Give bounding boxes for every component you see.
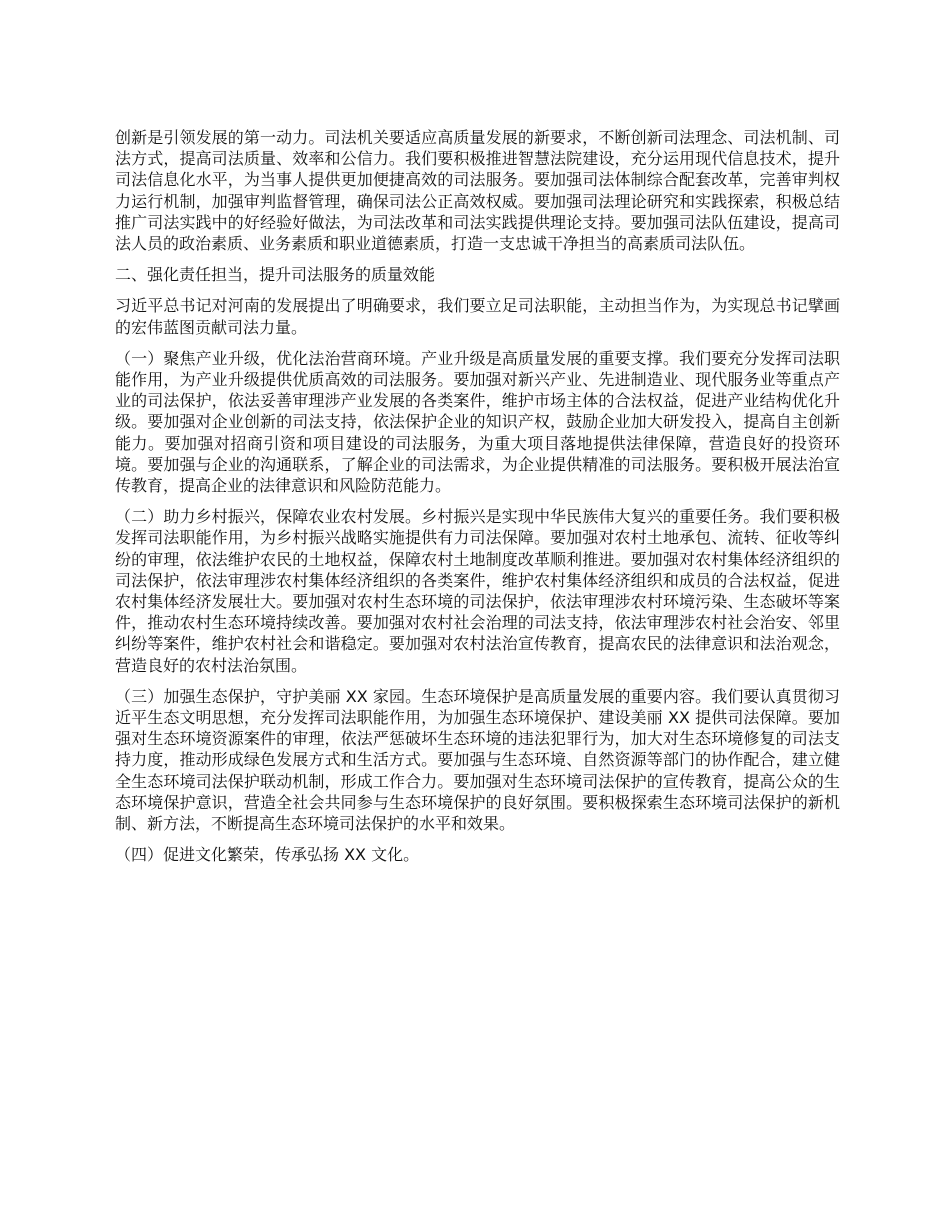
section-heading-2: 二、强化责任担当，提升司法服务的质量效能 — [115, 265, 436, 285]
document-body — [115, 127, 840, 876]
paragraph-innovation: 创新是引领发展的第一动力。司法机关要适应高质量发展的新要求，不断创新司法理念、司法机制、司法方式，提高司法质量、效率和公信力。我们要积极推进智慧法院建设，充分运用现代信息技术，提升司法信息化水平，为当事人提供更加便捷高效的司法服务。要加强司法体制综合配套改革，完善审判权力运行机制，加强审判监督管理，确保司法公正高效权威。要加强司法理论研究和实践探索，积极总结推广司法实践中的好经验好做法，为司法改革和司法实践提供理论支持。要加强司法队伍建设，提高司法人员的政治素质、业务素质和职业道德素质，打造一支忠诚干净担当的高素质司法队伍。 — [115, 128, 840, 254]
paragraph-rural-revitalization: （二）助力乡村振兴，保障农业农村发展。乡村振兴是实现中华民族伟大复兴的重要任务。我们要积极发挥司法职能作用，为乡村振兴战略实施提供有力司法保障。要加强对农村土地承包、流转、征收等纠纷的审理，依法维护农民的土地权益，保障农村土地制度改革顺利推进。要加强对农村集体经济组织的司法保护，依法审理涉农村集体经济组织的各类案件，维护农村集体经济组织和成员的合法权益，促进农村集体经济发展壮大。要加强对农村生态环境的司法保护，依法审理涉农村环境污染、生态破坏等案件，推动农村生态环境持续改善。要加强对农村社会治理的司法支持，依法审理涉农村社会治安、邻里纠纷等案件，维护农村社会和谐稳定。要加强对农村法治宣传教育，提高农民的法律意识和法治观念，营造良好的农村法治氛围。 — [115, 507, 840, 675]
paragraph-ecological-protection: （三）加强生态保护，守护美丽 XX 家园。生态环境保护是高质量发展的重要内容。我们要认真贯彻习近平生态文明思想，充分发挥司法职能作用，为加强生态环境保护、建设美丽 XX 提供司法保障。要加强对生态环境资源案件的审理，依法严惩破坏生态环境的违法犯罪行为，加大对生态环境修复的司法支持力度，推动形成绿色发展方式和生活方式。要加强与生态环境、自然资源等部门的协作配合，建立健全生态环境司法保护联动机制，形成工作合力。要加强对生态环境司法保护的宣传教育，提高公众的生态环境保护意识，营造全社会共同参与生态环境保护的良好氛围。要积极探索生态环境司法保护的新机制、新方法，不断提高生态环境司法保护的水平和效果。 — [115, 686, 840, 834]
paragraph-culture: （四）促进文化繁荣，传承弘扬 XX 文化。 — [115, 845, 420, 865]
paragraph-intro: 习近平总书记对河南的发展提出了明确要求，我们要立足司法职能，主动担当作为，为实现总书记擘画的宏伟蓝图贡献司法力量。 — [115, 296, 840, 337]
paragraph-industry-upgrade: （一）聚焦产业升级，优化法治营商环境。产业升级是高质量发展的重要支撑。我们要充分发挥司法职能作用，为产业升级提供优质高效的司法服务。要加强对新兴产业、先进制造业、现代服务业等重点产业的司法保护，依法妥善审理涉产业发展的各类案件，维护市场主体的合法权益，促进产业结构优化升级。要加强对企业创新的司法支持，依法保护企业的知识产权，鼓励企业加大研发投入，提高自主创新能力。要加强对招商引资和项目建设的司法服务，为重大项目落地提供法律保障，营造良好的投资环境。要加强与企业的沟通联系，了解企业的司法需求，为企业提供精准的司法服务。要积极开展法治宣传教育，提高企业的法律意识和风险防范能力。 — [115, 348, 840, 496]
